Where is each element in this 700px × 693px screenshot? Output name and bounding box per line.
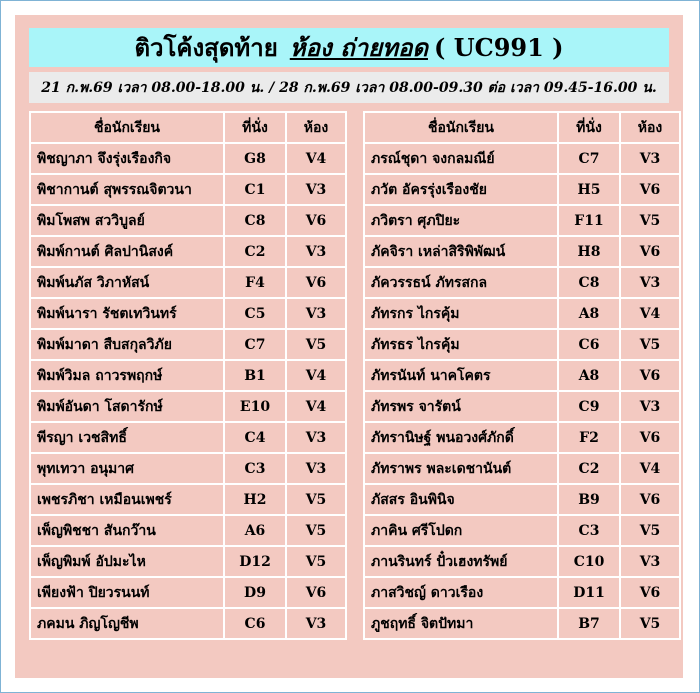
seat-cell: C2 [224, 236, 286, 267]
student-name-cell: พิมพ์นารา รัชตเทวินทร์ [30, 298, 224, 329]
room-cell: V5 [620, 515, 680, 546]
student-name-cell: เพ็ญพิชชา สันกว๊าน [30, 515, 224, 546]
table-row [364, 267, 680, 298]
table-row [30, 298, 346, 329]
room-cell: V3 [286, 608, 346, 639]
table-row [364, 143, 680, 174]
table-row [30, 267, 346, 298]
seat-cell: F4 [224, 267, 286, 298]
table-row [30, 484, 346, 515]
title-main: ติวโค้งสุดท้าย [134, 33, 278, 62]
title-room: ห้อง ถ่ายทอด [289, 33, 428, 62]
room-cell: V4 [286, 391, 346, 422]
table-header-row [364, 112, 680, 143]
room-cell: V5 [286, 515, 346, 546]
table-row [30, 515, 346, 546]
room-cell: V3 [286, 453, 346, 484]
seat-cell: C8 [224, 205, 286, 236]
seat-cell: A8 [558, 298, 620, 329]
table-row [30, 546, 346, 577]
table-row [30, 236, 346, 267]
student-name-cell: ภัทรธร ไกรคุ้ม [364, 329, 558, 360]
seat-cell: A8 [558, 360, 620, 391]
table-row [364, 515, 680, 546]
student-name-cell: พิมพ์กานต์ ศิลปานิสงค์ [30, 236, 224, 267]
room-cell: V3 [620, 267, 680, 298]
student-table-left [29, 111, 347, 640]
seat-cell: A6 [224, 515, 286, 546]
student-name-cell: ภวิตรา ศุภปิยะ [364, 205, 558, 236]
table-row [30, 453, 346, 484]
room-cell: V3 [620, 546, 680, 577]
seat-cell: C4 [224, 422, 286, 453]
table-row [364, 236, 680, 267]
table-row [364, 329, 680, 360]
room-cell: V5 [286, 329, 346, 360]
seat-cell: C1 [224, 174, 286, 205]
room-cell: V6 [620, 577, 680, 608]
student-name-cell: ภัทราพร พละเดชานันต์ [364, 453, 558, 484]
student-name-cell: พิมพ์มาดา สืบสกุลวิภัย [30, 329, 224, 360]
page-title [29, 28, 669, 67]
student-name-cell: พิมพ์นภัส วิภาหัสน์ [30, 267, 224, 298]
table-row [364, 422, 680, 453]
student-name-cell: ภัสสร อินพินิจ [364, 484, 558, 515]
seat-cell: B1 [224, 360, 286, 391]
room-cell: V6 [620, 422, 680, 453]
seat-cell: C3 [224, 453, 286, 484]
room-cell: V5 [286, 484, 346, 515]
header-seat: ที่นั่ง [558, 112, 620, 143]
table-row [364, 174, 680, 205]
seat-cell: C10 [558, 546, 620, 577]
header-name: ชื่อนักเรียน [364, 112, 558, 143]
room-cell: V5 [620, 608, 680, 639]
table-row [30, 422, 346, 453]
room-cell: V6 [286, 267, 346, 298]
seat-cell: C6 [224, 608, 286, 639]
seat-cell: B9 [558, 484, 620, 515]
table-row [364, 391, 680, 422]
seat-cell: F2 [558, 422, 620, 453]
room-cell: V3 [620, 143, 680, 174]
seat-cell: H2 [224, 484, 286, 515]
seat-cell: F11 [558, 205, 620, 236]
student-name-cell: พิมพ์อันดา โสดารักษ์ [30, 391, 224, 422]
table-row [30, 577, 346, 608]
table-row [364, 608, 680, 639]
seat-cell: G8 [224, 143, 286, 174]
table-row [30, 391, 346, 422]
room-cell: V6 [620, 174, 680, 205]
room-cell: V4 [620, 453, 680, 484]
room-cell: V3 [286, 174, 346, 205]
room-cell: V3 [286, 236, 346, 267]
student-name-cell: พุทเทวา อนุมาศ [30, 453, 224, 484]
table-header-row [30, 112, 346, 143]
seat-cell: C8 [558, 267, 620, 298]
student-name-cell: พิมโพสพ สววิบูลย์ [30, 205, 224, 236]
seat-cell: H5 [558, 174, 620, 205]
header-room: ห้อง [620, 112, 680, 143]
student-name-cell: ภาคิน ศรีโปดก [364, 515, 558, 546]
student-name-cell: พิมพ์วิมล ถาวรพฤกษ์ [30, 360, 224, 391]
student-name-cell: เพ็ญพิมพ์ อัปมะไห [30, 546, 224, 577]
table-row [364, 453, 680, 484]
table-row [30, 143, 346, 174]
table-row [30, 174, 346, 205]
student-name-cell: ภัทรพร จารัตน์ [364, 391, 558, 422]
seat-cell: C7 [224, 329, 286, 360]
table-row [364, 546, 680, 577]
room-cell: V6 [286, 205, 346, 236]
room-cell: V5 [620, 205, 680, 236]
table-row [30, 360, 346, 391]
table-row [364, 484, 680, 515]
room-cell: V6 [620, 236, 680, 267]
room-cell: V5 [286, 546, 346, 577]
room-cell: V6 [620, 360, 680, 391]
document-frame [15, 15, 683, 678]
table-row [364, 577, 680, 608]
schedule-subtitle: 21 ก.พ.69 เวลา 08.00-18.00 น. / 28 ก.พ.69 เวลา 08.00-09.30 ต่อ เวลา 09.45-16.00 น. [29, 72, 669, 103]
student-name-cell: ภัทรานิษฐ์ พนอวงศ์ภักดิ์ [364, 422, 558, 453]
student-name-cell: ภูชฤทธิ์ จิตปัทมา [364, 608, 558, 639]
room-cell: V3 [286, 422, 346, 453]
table-row [364, 360, 680, 391]
seat-cell: C2 [558, 453, 620, 484]
student-table-right [363, 111, 681, 640]
student-name-cell: เพียงฟ้า ปิยวรนนท์ [30, 577, 224, 608]
seat-cell: D9 [224, 577, 286, 608]
seat-cell: C6 [558, 329, 620, 360]
student-name-cell: ภคมน ภิญโญชีพ [30, 608, 224, 639]
student-name-cell: ภัคจิรา เหล่าสิริพิพัฒน์ [364, 236, 558, 267]
table-row [364, 298, 680, 329]
room-cell: V4 [620, 298, 680, 329]
student-name-cell: ภัทรนันท์ นาคโคตร [364, 360, 558, 391]
student-name-cell: พีรญา เวชสิทธิ์ [30, 422, 224, 453]
title-code: ( UC991 ) [433, 33, 564, 62]
header-seat: ที่นั่ง [224, 112, 286, 143]
seat-cell: B7 [558, 608, 620, 639]
table-row [30, 608, 346, 639]
header-room: ห้อง [286, 112, 346, 143]
seat-cell: D11 [558, 577, 620, 608]
seat-cell: C3 [558, 515, 620, 546]
student-name-cell: พิชญาภา จึงรุ่งเรืองกิจ [30, 143, 224, 174]
room-cell: V3 [620, 391, 680, 422]
room-cell: V6 [620, 484, 680, 515]
room-cell: V3 [286, 298, 346, 329]
student-name-cell: ภาสวิชญ์ ดาวเรือง [364, 577, 558, 608]
student-name-cell: ภัทรกร ไกรคุ้ม [364, 298, 558, 329]
student-name-cell: พิชากานต์ สุพรรณจิตวนา [30, 174, 224, 205]
student-name-cell: ภานรินทร์ ปั๋วเฮงทรัพย์ [364, 546, 558, 577]
seat-cell: C7 [558, 143, 620, 174]
student-name-cell: ภวัต อัครรุ่งเรืองชัย [364, 174, 558, 205]
room-cell: V4 [286, 143, 346, 174]
seat-cell: E10 [224, 391, 286, 422]
seat-cell: H8 [558, 236, 620, 267]
room-cell: V4 [286, 360, 346, 391]
table-row [364, 205, 680, 236]
table-row [30, 205, 346, 236]
student-name-cell: เพชรภิชา เหมือนเพชร์ [30, 484, 224, 515]
header-name: ชื่อนักเรียน [30, 112, 224, 143]
seat-cell: C5 [224, 298, 286, 329]
seat-cell: C9 [558, 391, 620, 422]
room-cell: V6 [286, 577, 346, 608]
seat-cell: D12 [224, 546, 286, 577]
table-row [30, 329, 346, 360]
room-cell: V5 [620, 329, 680, 360]
student-name-cell: ภรณ์ชุดา จงกลมณีย์ [364, 143, 558, 174]
student-name-cell: ภัควรรธน์ ภัทรสกล [364, 267, 558, 298]
